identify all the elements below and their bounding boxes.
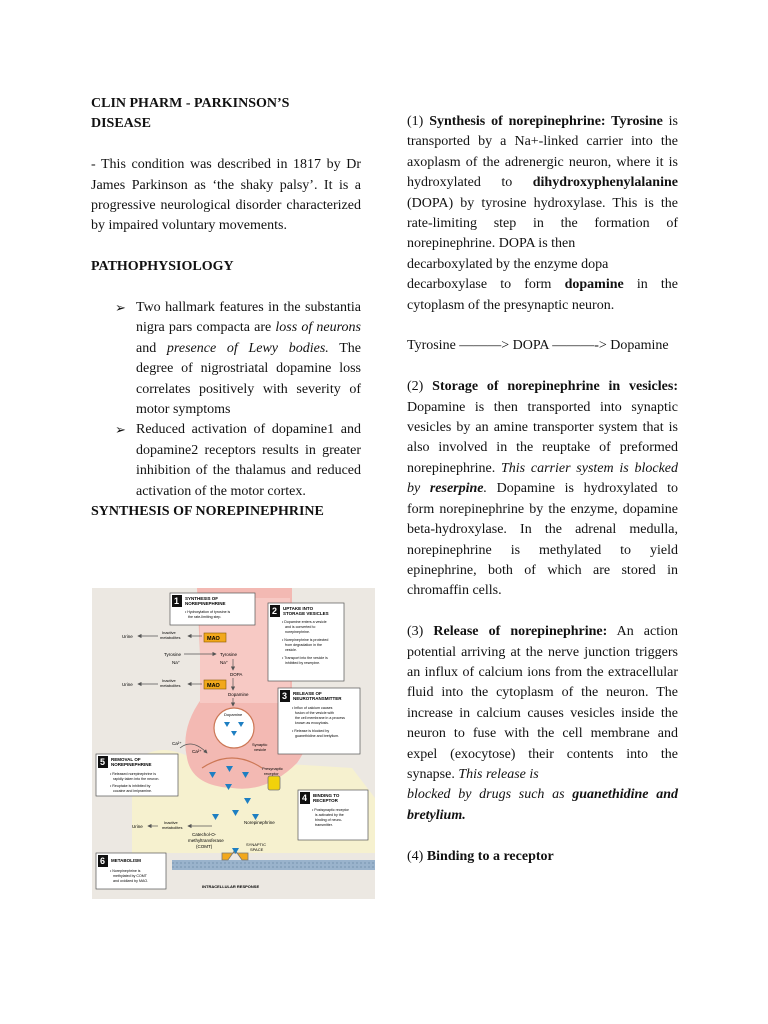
neuron-diagram: [92, 588, 375, 899]
figure-label: NOREPINEPHRINE: [111, 762, 152, 767]
figure-label: • Norepinephrine is protected: [282, 638, 329, 642]
figure-label: NOREPINEPHRINE: [185, 601, 226, 606]
figure-label: • Norepinephrine is: [110, 869, 141, 873]
figure-label: RECEPTOR: [313, 798, 338, 803]
figure-label: SYNAPTIC: [246, 842, 267, 847]
figure-label: fusion of the vesicle with: [295, 711, 334, 715]
figure-label: 4: [302, 793, 308, 803]
right-column: [407, 112, 678, 867]
paragraph-synthesis-line-dopa: decarboxylated by the enzyme dopa: [407, 256, 609, 272]
figure-label: Inactive: [162, 630, 176, 635]
box-6-metabolism: [96, 853, 166, 889]
arrow-bullet-icon: ➢: [115, 422, 126, 438]
box-1-synthesis: [170, 593, 255, 625]
figure-label: Dopamine: [228, 692, 249, 697]
title-line-2: DISEASE: [91, 116, 151, 132]
figure-label: Ca²⁺: [192, 749, 202, 754]
figure-label: MAO: [207, 683, 220, 689]
figure-label: • Released norepinephrine is: [110, 772, 157, 776]
figure-label: Norepinephrine: [244, 820, 275, 825]
figure-label: • Reuptake is inhibited by: [110, 784, 151, 788]
figure-label: inhibited by reserpine.: [285, 661, 321, 665]
figure-label: transmitter.: [315, 823, 333, 827]
figure-label: and is converted to: [285, 625, 316, 629]
figure-label: guanethidine and bretylium.: [295, 734, 340, 738]
paragraph-release-end: blocked by drugs such as guanethidine and bretylium.: [407, 787, 678, 823]
figure-label: rapidly taken into the neuron.: [113, 777, 160, 781]
figure-label: 2: [272, 606, 278, 616]
box-4-binding: [298, 790, 368, 840]
figure-label: and oxidized by MAO.: [113, 879, 149, 883]
paragraph-release: (3) Release of norepinephrine: An action potential arriving at the nerve junction triggers an influx of calcium ions from the extracellular fluid into the cytoplasm of the neuron. The increase in calcium causes vesicles inside the neuron to fuse with the cell membrane and expel (exocytose) their contents into the synapse. This release is: [407, 624, 678, 782]
figure-label: DOPA: [230, 672, 243, 677]
box-3-release: [278, 688, 360, 754]
figure-label: 6: [100, 856, 106, 866]
figure-label: SPACE: [250, 847, 264, 852]
arrow-bullet-icon: ➢: [115, 300, 126, 316]
figure-label: Urine: [132, 824, 143, 829]
figure-label: known as exocytosis.: [295, 721, 329, 725]
norepinephrine-synthesis-figure: [92, 588, 375, 899]
figure-label: REMOVAL OF: [111, 757, 141, 762]
figure-label: Na⁺: [220, 660, 229, 665]
figure-label: NEUROTRANSMITTER: [293, 696, 342, 701]
figure-label: • Dopamine enters a vesicle: [282, 620, 327, 624]
figure-label: Tyrosine: [164, 652, 182, 657]
figure-label: UPTAKE INTO: [283, 606, 314, 611]
figure-label: Urine: [122, 634, 133, 639]
synthesis-heading: SYNTHESIS OF NOREPINEPHRINE: [91, 504, 324, 520]
figure-label: Catechol-O-: [192, 832, 217, 837]
box-2-uptake: [268, 603, 344, 681]
figure-label: cocaine and imipramine.: [113, 789, 152, 793]
figure-label: • Hydroxylation of tyrosine is: [185, 610, 231, 614]
figure-label: RELEASE OF: [293, 691, 322, 696]
figure-label: vesicle: [254, 747, 267, 752]
figure-label: Urine: [122, 682, 133, 687]
figure-label: binding of neuro-: [315, 818, 342, 822]
page-title: [91, 94, 361, 135]
list-item: ➢ Reduced activation of dopamine1 and dopamine2 receptors results in greater inhibition of the thalamus and reduced activation of the motor cortex.: [115, 422, 361, 499]
figure-label: • Transport into the vesicle is: [282, 656, 328, 660]
figure-label: Inactive: [164, 820, 178, 825]
figure-label: • Influx of calcium causes: [292, 706, 333, 710]
left-column: [91, 94, 361, 522]
figure-label: Dopamine: [224, 712, 243, 717]
figure-label: methylated by COMT: [113, 874, 147, 878]
bullet-list: [91, 298, 361, 502]
figure-label: vesicle.: [285, 648, 297, 652]
pathophysiology-heading: PATHOPHYSIOLOGY: [91, 259, 234, 275]
intro-paragraph: - This condition was described in 1817 by Dr James Parkinson as ‘the shaky palsy’. It is a progressive neurological disorder characterized by impaired voluntary movements.: [91, 157, 361, 234]
figure-label: BINDING TO: [313, 793, 340, 798]
figure-label: from degradation in the: [285, 643, 322, 647]
figure-label: 3: [282, 691, 288, 701]
figure-label: STORAGE VESICLES: [283, 611, 329, 616]
figure-label: Inactive: [162, 678, 176, 683]
figure-label: • Postsynaptic receptor: [312, 808, 349, 812]
figure-label: Synaptic: [252, 742, 268, 747]
figure-label: the cell membrane in a process: [295, 716, 345, 720]
title-line-1: CLIN PHARM - PARKINSON’S: [91, 96, 290, 111]
figure-label: 5: [100, 757, 106, 767]
figure-label: Tyrosine: [220, 652, 238, 657]
figure-label: (COMT): [196, 844, 213, 849]
box-5-removal: [96, 754, 178, 796]
presynaptic-receptor: [268, 776, 280, 790]
pathway-line: Tyrosine ———> DOPA ———-> Dopamine: [407, 338, 669, 354]
figure-label: MAO: [207, 636, 220, 642]
postsynaptic-membrane: [172, 860, 375, 870]
paragraph-synthesis: (1) Synthesis of norepinephrine: Tyrosine is transported by a Na+-linked carrier into the axoplasm of the adrenergic neuron, where it is hydroxylated to dihydroxyphenylalanine (DOPA) by tyrosine hydroxylase. This is the rate-limiting step in the formation of norepinephrine. DOPA is then: [407, 114, 678, 252]
figure-label: • Release is blocked by: [292, 729, 330, 733]
figure-label: METABOLISM: [111, 858, 141, 863]
figure-label: metabolites: [160, 683, 181, 688]
figure-label: Na⁺: [172, 660, 181, 665]
figure-label: SYNTHESIS OF: [185, 596, 219, 601]
figure-label: Presynaptic: [262, 766, 283, 771]
figure-label: the rate-limiting step.: [188, 615, 222, 619]
figure-label: is activated by the: [315, 813, 344, 817]
figure-label: metabolites: [160, 635, 181, 640]
figure-label: 1: [174, 596, 180, 606]
figure-label: receptor: [264, 771, 279, 776]
paragraph-storage: (2) Storage of norepinephrine in vesicles: Dopamine is then transported into synaptic vesicles by an amine transporter system that is also involved in the reuptake of preformed norepinephrine. This carrier system is blocked by reserpine. Dopamine is hydroxylated to form norepinephrine by the enzyme, dopamine beta-hydroxylase. In the adrenal medulla, norepinephrine is methylated to yield epinephrine, both of which are stored in chromaffin cells.: [407, 379, 678, 599]
figure-label: metabolites: [162, 825, 183, 830]
figure-label: Ca²⁺: [172, 741, 182, 746]
figure-label: norepinephrine.: [285, 630, 310, 634]
figure-label: INTRACELLULAR RESPONSE: [202, 884, 260, 889]
list-item: ➢ Two hallmark features in the substantia nigra pars compacta are loss of neurons and presence of Lewy bodies. The degree of nigrostriatal dopamine loss correlates positively with severity of motor symptoms: [115, 300, 362, 418]
figure-label: methyltransferase: [188, 838, 224, 843]
paragraph-synthesis-end: decarboxylase to form dopamine in the cytoplasm of the presynaptic neuron.: [407, 277, 678, 313]
paragraph-binding: (4) Binding to a receptor: [407, 848, 554, 864]
